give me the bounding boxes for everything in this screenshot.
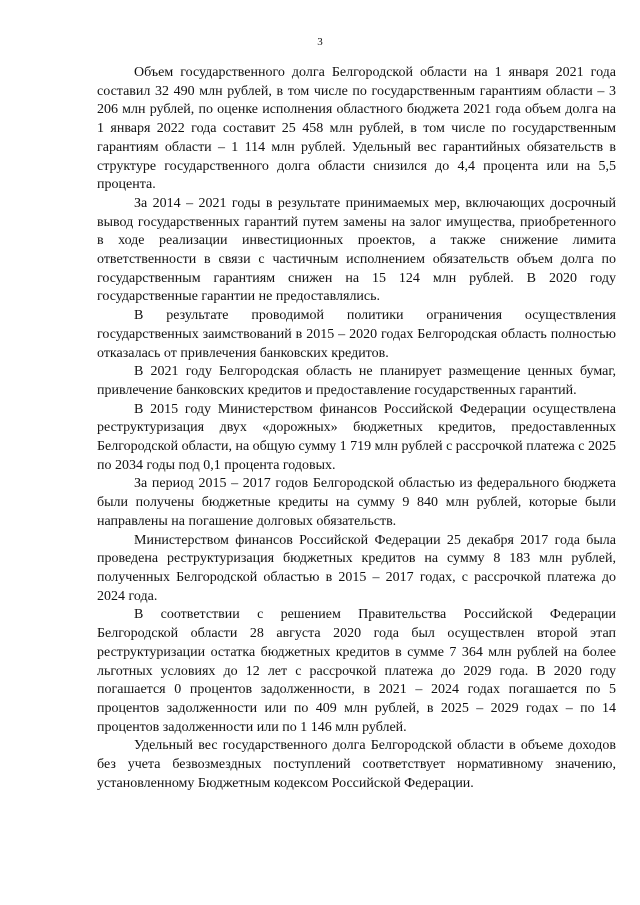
paragraph-restructuring-2017: Министерством финансов Российской Федерации 25 декабря 2017 года была проведена реструктуризация бюджетных кредитов на сумму 8 183 млн рублей, полученных Белгородской областью в 2015 – 2017 годах, с рассрочкой платежа до 2024 года. <box>97 532 616 604</box>
paragraph-state-debt-volume: Объем государственного долга Белгородской области на 1 января 2021 года составил 32 490 млн рублей, в том числе по государственным гарантиям области – 3 206 млн рублей, по оценке исполнения областного бюджета 2021 года объем долга на 1 января 2022 года составит 25 458 млн рублей, в том числе по государственным гарантиям области – 1 114 млн рублей. Удельный вес гарантийных обязательств в структуре государственного долга области снизился до 4,4 процента или на 5,5 процента. <box>97 65 616 193</box>
paragraph-restructuring-2015: В 2015 году Министерством финансов Российской Федерации осуществлена реструктуризация двух «дорожных» бюджетных кредитов, предоставленных Белгородской области, на общую сумму 1 719 млн рублей с рассрочкой платежа с 2025 по 2034 годы под 0,1 процента годовых. <box>97 401 616 473</box>
page-number: 3 <box>317 36 323 48</box>
paragraph-restructuring-2020: В соответствии с решением Правительства Российской Федерации Белгородской области 28 августа 2020 года был осуществлен второй этап реструктуризации остатка бюджетных кредитов в сумме 7 364 млн рублей на более льготных условиях до 12 лет с рассрочкой платежа до 2029 года. В 2020 году погашается 0 процентов задолженности, в 2021 – 2024 годах погашается по 5 процентов задолженности или по 409 млн рублей, в 2025 – 2029 годах – по 14 процентов задолженности или по 1 146 млн рублей. <box>97 607 616 735</box>
paragraph-budget-loans-2015-2017: За период 2015 – 2017 годов Белгородской областью из федерального бюджета были получены бюджетные кредиты на сумму 9 840 млн рублей, которые были направлены на погашение долговых обязательств. <box>97 476 616 529</box>
paragraph-debt-share: Удельный вес государственного долга Белгородской области в объеме доходов без учета безвозмездных поступлений соответствует нормативному значению, установленному Бюджетным кодексом Российской Федерации. <box>97 738 616 791</box>
document-body <box>97 64 616 793</box>
paragraph-2021-plans: В 2021 году Белгородская область не планирует размещение ценных бумаг, привлечение банковских кредитов и предоставление государственных гарантий. <box>97 364 616 398</box>
paragraph-borrowing-policy: В результате проводимой политики ограничения осуществления государственных заимствований в 2015 – 2020 годах Белгородская область полностью отказалась от привлечения банковских кредитов. <box>97 308 616 361</box>
paragraph-guarantees-2014-2021: За 2014 – 2021 годы в результате принимаемых мер, включающих досрочный вывод государственных гарантий путем замены на залог имущества, приобретенного в ходе реализации инвестиционных проектов, а также снижение лимита ответственности в связи с частичным исполнением обязательств объем долга по государственным гарантиям снижен на 15 124 млн рублей. В 2020 году государственные гарантии не предоставлялись. <box>97 195 616 305</box>
